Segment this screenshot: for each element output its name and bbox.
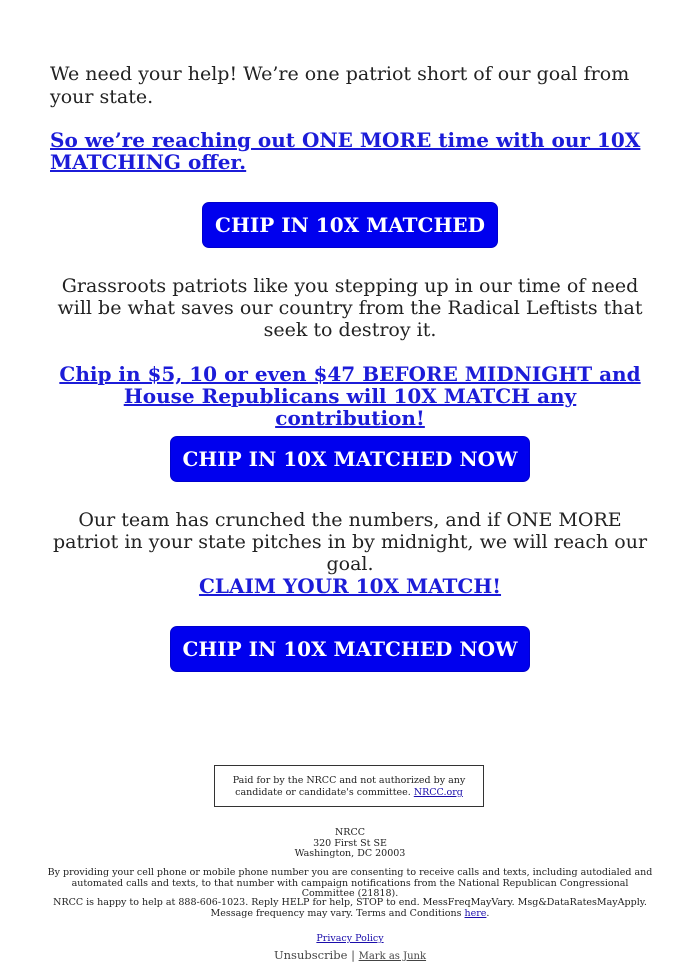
- privacy-row: [40, 934, 660, 945]
- separator: |: [351, 948, 355, 962]
- unsubscribe-row: [0, 948, 700, 962]
- disclaimer-text: Paid for by the NRCC and not authorized by any candidate or candidate's committee.: [232, 775, 466, 798]
- chip-in-10x-matched-now-button-1[interactable]: CHIP IN 10X MATCHED NOW: [170, 436, 529, 482]
- help-end: .: [486, 907, 490, 919]
- nrcc-org-link[interactable]: NRCC.org: [413, 787, 463, 798]
- help-paragraph: [50, 898, 650, 919]
- chip-in-10x-matched-now-button-2[interactable]: CHIP IN 10X MATCHED NOW: [170, 626, 529, 672]
- button-row-3: [50, 626, 650, 672]
- grassroots-paragraph: Grassroots patriots like you stepping up in our time of need will be what saves our country from the Radical Leftists that seek to destroy it.: [57, 275, 643, 341]
- chip-in-amounts-link[interactable]: Chip in $5, 10 or even $47 BEFORE MIDNIGHT and House Republicans will 10X MATCH any contribution!: [59, 362, 641, 430]
- button-row-2: [50, 436, 650, 482]
- mailing-address: [40, 828, 660, 860]
- privacy-policy-link[interactable]: Privacy Policy: [316, 933, 384, 944]
- help-text: NRCC is happy to help at 888-606-1023. Reply HELP for help, STOP to end. MessFreqMayVary. Msg&DataRatesMayApply. Message frequency may vary. Terms and Conditions: [53, 897, 647, 919]
- address-street: 320 First St SE: [313, 837, 387, 849]
- claim-10x-match-link[interactable]: CLAIM YOUR 10X MATCH!: [198, 574, 502, 598]
- claim-paragraph: [50, 575, 650, 597]
- chip-in-10x-matched-button[interactable]: CHIP IN 10X MATCHED: [202, 202, 498, 248]
- paid-for-disclaimer-box: [214, 765, 484, 807]
- consent-paragraph: By providing your cell phone or mobile phone number you are consenting to receive calls and texts, including autodialed and automated calls and texts, to that number with campaign notifications from the National Republican Congressional Committee (21818).: [47, 867, 653, 899]
- team-paragraph: Our team has crunched the numbers, and if ONE MORE patriot in your state pitches in by midnight, we will reach our goal.: [52, 509, 648, 575]
- reaching-out-paragraph: [50, 129, 650, 173]
- unsubscribe-label[interactable]: Unsubscribe: [273, 948, 348, 962]
- chip-in-paragraph: [50, 363, 650, 429]
- terms-here-link[interactable]: here: [464, 907, 487, 919]
- address-org: NRCC: [334, 827, 365, 838]
- reaching-out-link[interactable]: So we’re reaching out ONE MORE time with our 10X MATCHING offer.: [50, 128, 641, 174]
- button-row-1: [50, 202, 650, 248]
- intro-paragraph: We need your help! We’re one patriot short of our goal from your state.: [50, 63, 630, 108]
- mark-as-junk-link[interactable]: Mark as Junk: [358, 951, 427, 962]
- address-city: Washington, DC 20003: [294, 848, 406, 859]
